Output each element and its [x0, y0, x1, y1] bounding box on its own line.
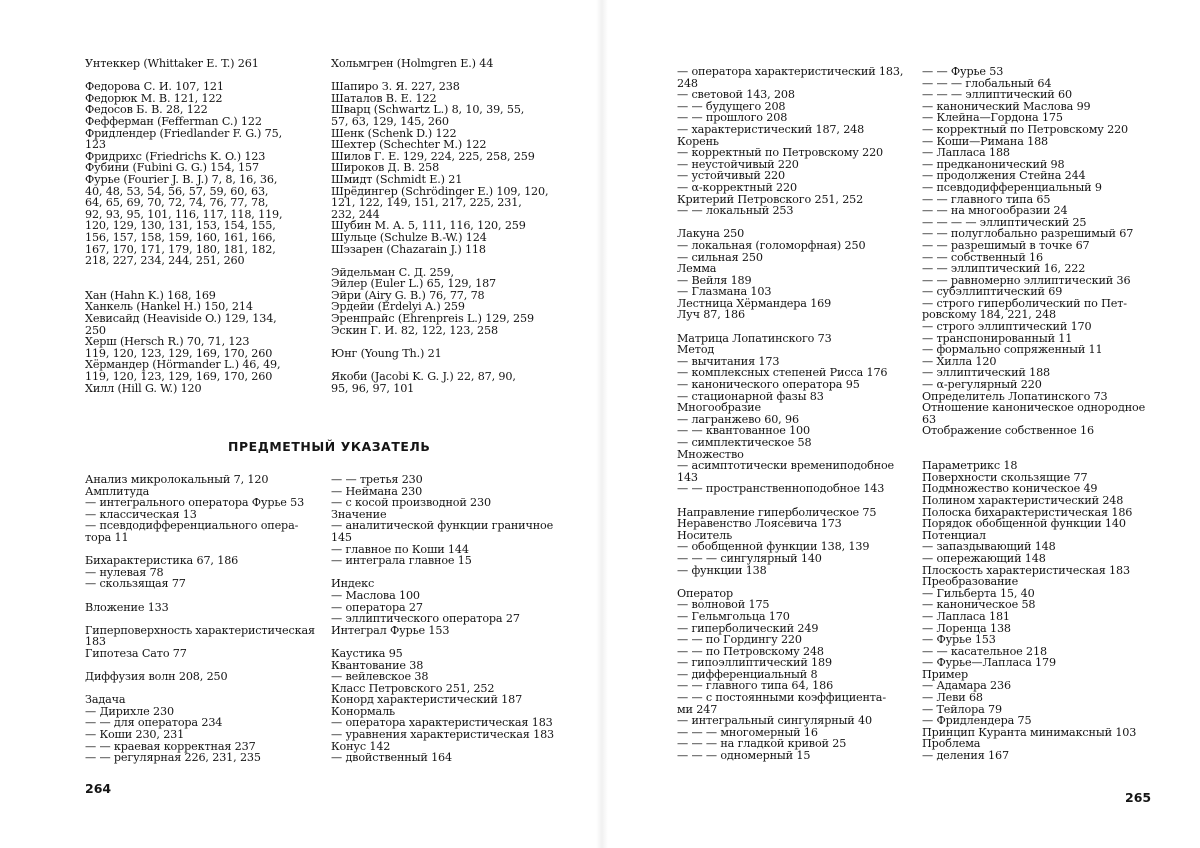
index-entry: — неустойчивый 220: [677, 157, 799, 171]
index-entry: — продолжения Стейна 244: [922, 169, 1086, 183]
blank-line: [922, 437, 1158, 449]
index-entry: — Хилла 120: [922, 354, 997, 368]
index-entry: 167, 170, 171, 179, 180, 181, 182,: [85, 242, 276, 256]
index-entry: — — — сингулярный 140: [677, 551, 822, 565]
index-entry: 156, 157, 158, 159, 160, 161, 166,: [85, 230, 276, 244]
index-entry: — комплексных степеней Рисса 176: [677, 366, 888, 380]
index-entry: — — касательное 218: [922, 644, 1047, 658]
index-entry: Якоби (Jacobi K. G. J.) 22, 87, 90,: [331, 370, 516, 384]
name-index-column-2: [331, 58, 581, 394]
index-entry: 123: [85, 138, 106, 152]
index-entry: Порядок обобщенной функции 140: [922, 517, 1126, 531]
index-entry: — двойственный 164: [331, 751, 452, 765]
index-entry: — аналитической функции граничное: [331, 519, 554, 533]
index-entry: Эйлер (Euler L.) 65, 129, 187: [331, 277, 497, 291]
index-entry: — — локальный 253: [677, 204, 794, 218]
index-entry: — оператора 27: [331, 600, 423, 614]
index-entry: Шэзарен (Chazarain J.) 118: [331, 242, 486, 256]
section-heading: ПРЕДМЕТНЫЙ УКАЗАТЕЛЬ: [228, 439, 431, 454]
index-entry: — — третья 230: [331, 473, 423, 486]
index-entry: ми 247: [677, 702, 718, 716]
index-entry: — Тейлора 79: [922, 702, 1002, 716]
index-entry: 64, 65, 69, 70, 72, 74, 76, 77, 78,: [85, 196, 269, 210]
index-entry: Квантование 38: [331, 658, 424, 672]
index-entry: — Лапласа 181: [922, 609, 1010, 623]
index-entry: Фридлендер (Friedlander F. G.) 75,: [85, 126, 283, 140]
index-entry: — деления 167: [922, 749, 1009, 763]
index-entry: Эренпрайс (Ehrenpreis L.) 129, 259: [331, 312, 534, 326]
index-entry: — стационарной фазы 83: [677, 389, 824, 403]
index-entry: Шилов Г. Е. 129, 224, 225, 258, 259: [331, 149, 535, 163]
index-entry: Гипотеза Сато 77: [85, 646, 187, 660]
index-entry: — — по Гордингу 220: [677, 633, 802, 647]
index-entry: Бихарактеристика 67, 186: [85, 554, 239, 568]
index-entry: 63: [922, 412, 936, 426]
index-entry: — — регулярная 226, 231, 235: [85, 751, 261, 765]
index-entry: Матрица Лопатинского 73: [677, 331, 832, 345]
index-entry: — канонический Маслова 99: [922, 99, 1091, 113]
index-entry: Луч 87, 186: [677, 308, 745, 322]
index-entry: — Фридлендера 75: [922, 714, 1032, 728]
index-entry: Шрёдингер (Schrödinger E.) 109, 120,: [331, 184, 549, 198]
index-entry: Оператор: [677, 586, 733, 600]
index-entry: — дифференциальный 8: [677, 667, 818, 681]
index-entry: Хан (Hahn K.) 168, 169: [85, 288, 216, 302]
index-entry: Полином характеристический 248: [922, 493, 1124, 507]
index-entry: Индекс: [331, 577, 375, 591]
index-entry: Отношение каноническое однородное: [922, 401, 1146, 415]
index-entry: Эйдельман С. Д. 259,: [331, 265, 454, 279]
index-entry: Корень: [677, 134, 719, 148]
index-entry: — классическая 13: [85, 507, 197, 521]
index-entry: Эрдейи (Erdelyi A.) 259: [331, 300, 465, 314]
index-entry: — формально сопряженный 11: [922, 343, 1103, 357]
index-entry: — — собственный 16: [922, 250, 1043, 264]
index-entry: — лагранжево 60, 96: [677, 412, 799, 426]
index-entry: Неравенство Лоясевича 173: [677, 517, 842, 531]
index-entry: — опережающий 148: [922, 551, 1046, 565]
index-entry: — — на многообразии 24: [922, 204, 1068, 218]
right-page: [600, 0, 1200, 848]
index-entry: — оператора характеристический 183,: [677, 65, 904, 78]
index-entry: — — с постоянными коэффициента-: [677, 691, 886, 705]
index-entry: Критерий Петровского 251, 252: [677, 192, 864, 206]
index-entry: Хёрмандер (Hörmander L.) 46, 49,: [85, 358, 281, 372]
index-entry: — гиперболический 249: [677, 621, 819, 635]
index-entry: — — для оператора 234: [85, 716, 223, 730]
index-entry: — гипоэллиптический 189: [677, 656, 832, 670]
index-entry: Федорова С. И. 107, 121: [85, 80, 224, 94]
index-entry: — нулевая 78: [85, 565, 164, 579]
index-entry: — оператора характеристическая 183: [331, 716, 553, 730]
index-entry: Херш (Hersch R.) 70, 71, 123: [85, 335, 250, 349]
index-entry: — — квантованное 100: [677, 424, 810, 438]
subject-index-column-2: [331, 474, 581, 764]
index-entry: — — разрешимый в точке 67: [922, 238, 1090, 252]
index-entry: Шапиро З. Я. 227, 238: [331, 80, 460, 94]
index-entry: — — — на гладкой кривой 25: [677, 737, 847, 751]
index-entry: — Леви 68: [922, 691, 983, 705]
index-entry: — Коши—Римана 188: [922, 134, 1049, 148]
index-entry: — характеристический 187, 248: [677, 122, 865, 136]
index-entry: Ханкель (Hankel H.) 150, 214: [85, 300, 253, 314]
blank-line: [677, 321, 909, 333]
blank-line: [331, 255, 581, 267]
index-entry: — Лапласа 188: [922, 146, 1010, 160]
index-entry: тора 11: [85, 530, 129, 544]
index-entry: Лестница Хёрмандера 169: [677, 296, 832, 310]
index-entry: Полоска бихарактеристическая 186: [922, 505, 1133, 519]
index-entry: — — прошлого 208: [677, 111, 788, 125]
index-entry: — сильная 250: [677, 250, 763, 264]
index-entry: — — главного типа 65: [922, 192, 1051, 206]
index-entry: 40, 48, 53, 54, 56, 57, 59, 60, 63,: [85, 184, 269, 198]
index-entry: 95, 96, 97, 101: [331, 381, 415, 395]
blank-line: [85, 613, 321, 625]
subject-index-column-3: [677, 66, 909, 762]
index-entry: — — — одномерный 15: [677, 749, 811, 763]
index-entry: — Дирихле 230: [85, 704, 174, 718]
index-entry: — транспонированный 11: [922, 331, 1073, 345]
blank-line: [85, 590, 321, 602]
index-entry: Шехтер (Schechter M.) 122: [331, 138, 487, 152]
index-entry: Федосов Б. В. 28, 122: [85, 103, 208, 117]
blank-line: [85, 267, 321, 279]
index-entry: Хевисайд (Heaviside O.) 129, 134,: [85, 312, 277, 326]
index-entry: — строго эллиптический 170: [922, 320, 1092, 334]
index-entry: Интеграл Фурье 153: [331, 623, 450, 637]
index-entry: Шаталов В. Е. 122: [331, 91, 437, 105]
index-entry: — корректный по Петровскому 220: [922, 122, 1129, 136]
index-entry: Шенк (Schenk D.) 122: [331, 126, 457, 140]
index-entry: Носитель: [677, 528, 733, 542]
index-entry: Значение: [331, 507, 387, 521]
index-entry: — Маслова 100: [331, 588, 420, 602]
index-entry: — — краевая корректная 237: [85, 739, 256, 753]
index-entry: — главное по Коши 144: [331, 542, 469, 556]
index-entry: — псевдодифференциального опера-: [85, 519, 299, 533]
index-entry: 119, 120, 123, 129, 169, 170, 260: [85, 370, 273, 384]
index-entry: Поверхности скользящие 77: [922, 470, 1088, 484]
index-entry: — вейлевское 38: [331, 670, 429, 684]
index-entry: Проблема: [922, 737, 981, 751]
index-entry: Хольмгрен (Holmgren E.) 44: [331, 57, 494, 70]
index-entry: 248: [677, 76, 698, 90]
index-entry: — Неймана 230: [331, 484, 423, 498]
index-entry: — Клейна—Гордона 175: [922, 111, 1063, 125]
index-entry: Эскин Г. И. 82, 122, 123, 258: [331, 323, 498, 337]
subject-index-column-4: [922, 66, 1158, 762]
index-entry: Шварц (Schwartz L.) 8, 10, 39, 55,: [331, 103, 525, 117]
index-entry: Фридрихс (Friedrichs K. O.) 123: [85, 149, 266, 163]
index-entry: — Фурье 153: [922, 633, 996, 647]
index-entry: — — главного типа 64, 186: [677, 679, 834, 693]
index-entry: — с косой производной 230: [331, 496, 491, 510]
index-entry: — строго гиперболический по Пет-: [922, 296, 1127, 310]
index-entry: — локальная (голоморфная) 250: [677, 238, 866, 252]
index-entry: — α-корректный 220: [677, 180, 797, 194]
index-entry: Шульце (Schulze B.-W.) 124: [331, 230, 487, 244]
index-entry: Пример: [922, 667, 968, 681]
index-entry: — скользящая 77: [85, 577, 186, 591]
index-entry: — Глазмана 103: [677, 285, 772, 299]
index-entry: Подмножество коническое 49: [922, 482, 1098, 496]
index-entry: Лакуна 250: [677, 227, 745, 241]
index-entry: Фефферман (Fefferman C.) 122: [85, 114, 262, 128]
index-entry: — — эллиптический 16, 222: [922, 262, 1086, 276]
index-entry: — обобщенной функции 138, 139: [677, 540, 870, 554]
index-entry: Лемма: [677, 262, 717, 276]
index-entry: ровскому 184, 221, 248: [922, 308, 1057, 322]
index-entry: — — — глобальный 64: [922, 76, 1052, 90]
index-entry: — α-регулярный 220: [922, 378, 1042, 392]
index-entry: 250: [85, 323, 106, 337]
index-entry: 145: [331, 530, 352, 544]
index-entry: — волновой 175: [677, 598, 770, 612]
index-entry: Унтеккер (Whittaker E. T.) 261: [85, 57, 259, 70]
index-entry: — Вейля 189: [677, 273, 752, 287]
index-entry: — симплектическое 58: [677, 436, 812, 449]
index-entry: — — Фурье 53: [922, 65, 1004, 78]
index-entry: — канонического оператора 95: [677, 378, 860, 392]
index-entry: Задача: [85, 693, 126, 707]
index-entry: — — равномерно эллиптический 36: [922, 273, 1131, 287]
index-entry: — интегрального оператора Фурье 53: [85, 496, 305, 510]
index-entry: Фурье (Fourier J. B. J.) 7, 8, 16, 36,: [85, 172, 278, 186]
index-entry: Преобразование: [922, 575, 1019, 589]
index-entry: — Гельмгольца 170: [677, 609, 790, 623]
index-entry: Множество: [677, 447, 744, 461]
index-entry: Гиперповерхность характеристическая: [85, 623, 315, 637]
index-entry: 143: [677, 470, 698, 484]
index-entry: — — — — эллиптический 25: [922, 215, 1087, 229]
index-entry: Конормаль: [331, 704, 395, 718]
index-entry: Принцип Куранта минимаксный 103: [922, 725, 1137, 739]
index-entry: — Гильберта 15, 40: [922, 586, 1035, 600]
index-entry: Эйри (Airy G. B.) 76, 77, 78: [331, 288, 485, 302]
index-entry: 92, 93, 95, 101, 116, 117, 118, 119,: [85, 207, 283, 221]
index-entry: — вычитания 173: [677, 354, 780, 368]
index-entry: Плоскость характеристическая 183: [922, 563, 1130, 577]
index-entry: Конорд характеристический 187: [331, 693, 523, 707]
index-entry: Хилл (Hill G. W.) 120: [85, 381, 202, 395]
index-entry: 218, 227, 234, 244, 251, 260: [85, 254, 245, 268]
index-entry: — Адамара 236: [922, 679, 1011, 693]
index-entry: — — полуглобально разрешимый 67: [922, 227, 1134, 241]
index-entry: — субэллиптический 69: [922, 285, 1063, 299]
index-entry: Шмидт (Schmidt E.) 21: [331, 172, 463, 186]
index-entry: — интеграла главное 15: [331, 554, 472, 568]
name-index-column-1: [85, 58, 321, 394]
index-entry: Отображение собственное 16: [922, 424, 1094, 438]
index-entry: 121, 122, 149, 151, 217, 225, 231,: [331, 196, 522, 210]
index-entry: Диффузия волн 208, 250: [85, 670, 228, 684]
index-entry: Анализ микролокальный 7, 120: [85, 473, 269, 486]
index-entry: — Коши 230, 231: [85, 728, 185, 742]
index-entry: — каноническое 58: [922, 598, 1036, 612]
blank-line: [677, 495, 909, 507]
index-entry: 120, 129, 130, 131, 153, 154, 155,: [85, 219, 276, 233]
index-entry: Фубини (Fubini G. G.) 154, 157: [85, 161, 259, 175]
index-entry: Потенциал: [922, 528, 986, 542]
index-entry: — — пространственноподобное 143: [677, 482, 885, 496]
index-entry: Параметрикс 18: [922, 459, 1018, 473]
index-entry: — — будущего 208: [677, 99, 786, 113]
index-entry: Каустика 95: [331, 646, 403, 660]
index-entry: Федорюк М. В. 121, 122: [85, 91, 223, 105]
index-entry: Широков Д. В. 258: [331, 161, 440, 175]
index-entry: — световой 143, 208: [677, 88, 795, 102]
index-entry: — уравнения характеристическая 183: [331, 728, 555, 742]
index-entry: Метод: [677, 343, 715, 357]
index-entry: Вложение 133: [85, 600, 169, 614]
index-entry: — функции 138: [677, 563, 767, 577]
index-entry: Конус 142: [331, 739, 391, 753]
index-entry: — эллиптический 188: [922, 366, 1051, 380]
index-entry: Многообразие: [677, 401, 761, 415]
index-entry: — предканонический 98: [922, 157, 1065, 171]
index-entry: — интегральный сингулярный 40: [677, 714, 872, 728]
index-entry: — — по Петровскому 248: [677, 644, 824, 658]
subject-index-column-1: [85, 474, 321, 764]
blank-line: [677, 576, 909, 588]
index-entry: 183: [85, 635, 106, 649]
index-entry: Шубин М. А. 5, 111, 116, 120, 259: [331, 219, 526, 233]
page-number: 264: [85, 781, 112, 796]
index-entry: — псевдодифференциальный 9: [922, 180, 1102, 194]
index-entry: Амплитуда: [85, 484, 150, 498]
index-entry: 232, 244: [331, 207, 380, 221]
index-entry: — запаздывающий 148: [922, 540, 1056, 554]
index-entry: — устойчивый 220: [677, 169, 785, 183]
index-entry: — — — многомерный 16: [677, 725, 818, 739]
index-entry: 57, 63, 129, 145, 260: [331, 114, 449, 128]
index-entry: Класс Петровского 251, 252: [331, 681, 495, 695]
index-entry: 119, 120, 123, 129, 169, 170, 260: [85, 346, 273, 360]
index-entry: — асимптотически времениподобное: [677, 459, 895, 473]
index-entry: — — — эллиптический 60: [922, 88, 1072, 102]
index-entry: Определитель Лопатинского 73: [922, 389, 1108, 403]
index-entry: — Фурье—Лапласа 179: [922, 656, 1056, 670]
index-entry: — эллиптического оператора 27: [331, 612, 520, 626]
index-entry: — Лоренца 138: [922, 621, 1011, 635]
page-number: 265: [1125, 790, 1152, 805]
index-entry: — корректный по Петровскому 220: [677, 146, 884, 160]
index-entry: Направление гиперболическое 75: [677, 505, 877, 519]
index-entry: Юнг (Young Th.) 21: [331, 346, 442, 360]
